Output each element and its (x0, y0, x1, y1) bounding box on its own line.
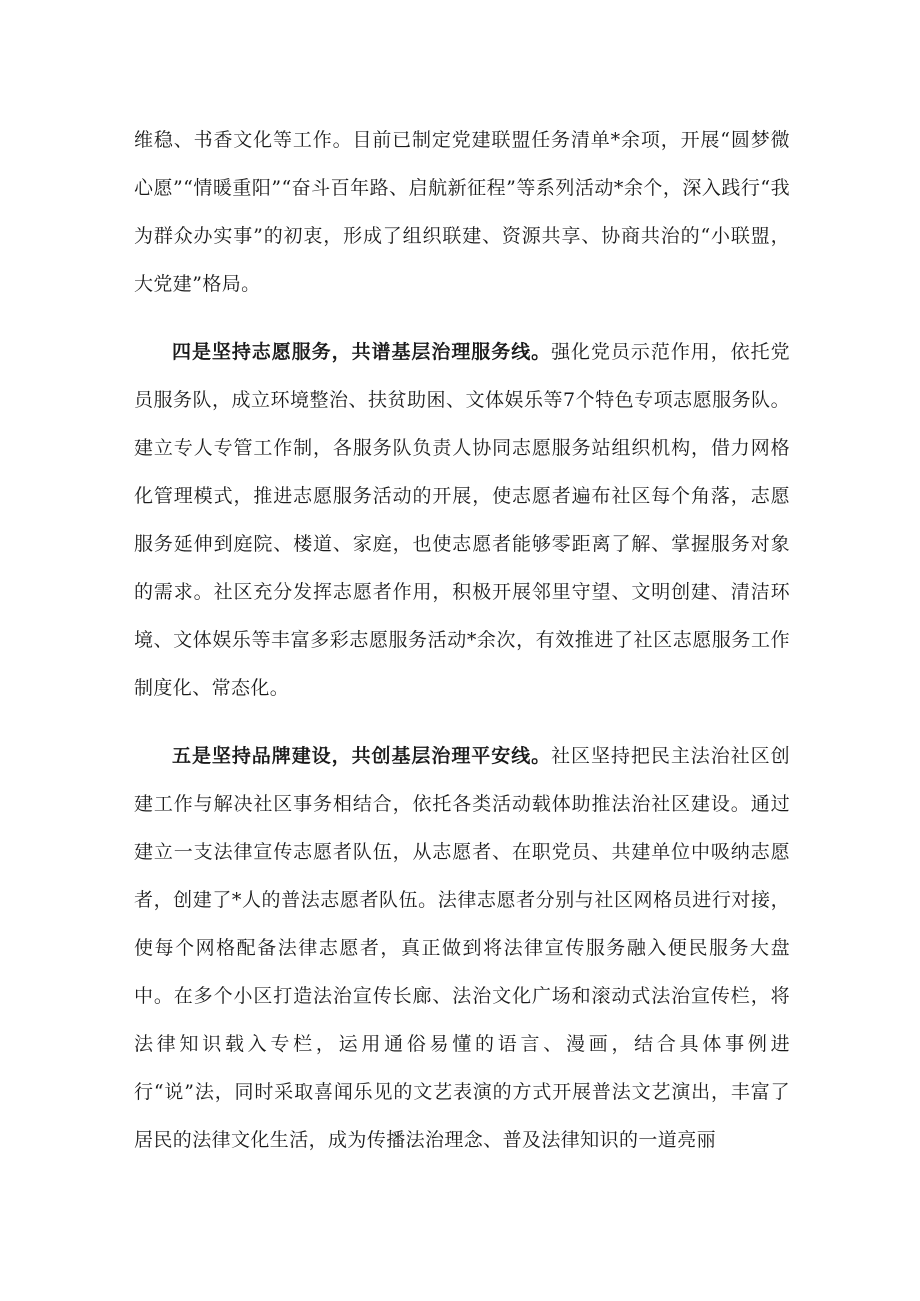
paragraph-lead: 五是坚持品牌建设，共创基层治理平安线。 (172, 745, 552, 767)
paragraph-continued (134, 116, 790, 308)
paragraph-body: 强化党员示范作用，依托党员服务队，成立环境整治、扶贫助困、文体娱乐等7个特色专项志愿服务队。建立专人专管工作制，各服务队负责人协同志愿服务站组织机构，借力网格化管理模式，推进志愿服务活动的开展，使志愿者遍布社区每个角落，志愿服务延伸到庭院、楼道、家庭，也使志愿者能够零距离了解、掌握服务对象的需求。社区充分发挥志愿者作用，积极开展邻里守望、文明创建、清洁环境、文体娱乐等丰富多彩志愿服务活动*余次，有效推进了社区志愿服务工作制度化、常态化。 (134, 341, 790, 699)
paragraph-body: 维稳、书香文化等工作。目前已制定党建联盟任务清单*余项，开展“圆梦微心愿”“情暖重阳”“奋斗百年路、启航新征程”等系列活动*余个，深入践行“我为群众办实事”的初衷，形成了组织联建、资源共享、协商共治的“小联盟，大党建”格局。 (134, 129, 790, 295)
paragraph-body: 社区坚持把民主法治社区创建工作与解决社区事务相结合，依托各类活动载体助推法治社区建设。通过建立一支法律宣传志愿者队伍，从志愿者、在职党员、共建单位中吸纳志愿者，创建了*人的普法志愿者队伍。法律志愿者分别与社区网格员进行对接，使每个网格配备法律志愿者，真正做到将法律宣传服务融入便民服务大盘中。在多个小区打造法治宣传长廊、法治文化广场和滚动式法治宣传栏，将法律知识载入专栏，运用通俗易懂的语言、漫画，结合具体事例进行“说”法，同时采取喜闻乐见的文艺表演的方式开展普法文艺演出，丰富了居民的法律文化生活，成为传播法治理念、普及法律知识的一道亮丽 (134, 745, 790, 1151)
paragraph-brand-building (134, 732, 790, 1164)
paragraph-volunteer-service (134, 328, 790, 712)
paragraph-lead: 四是坚持志愿服务，共谱基层治理服务线。 (172, 341, 552, 363)
